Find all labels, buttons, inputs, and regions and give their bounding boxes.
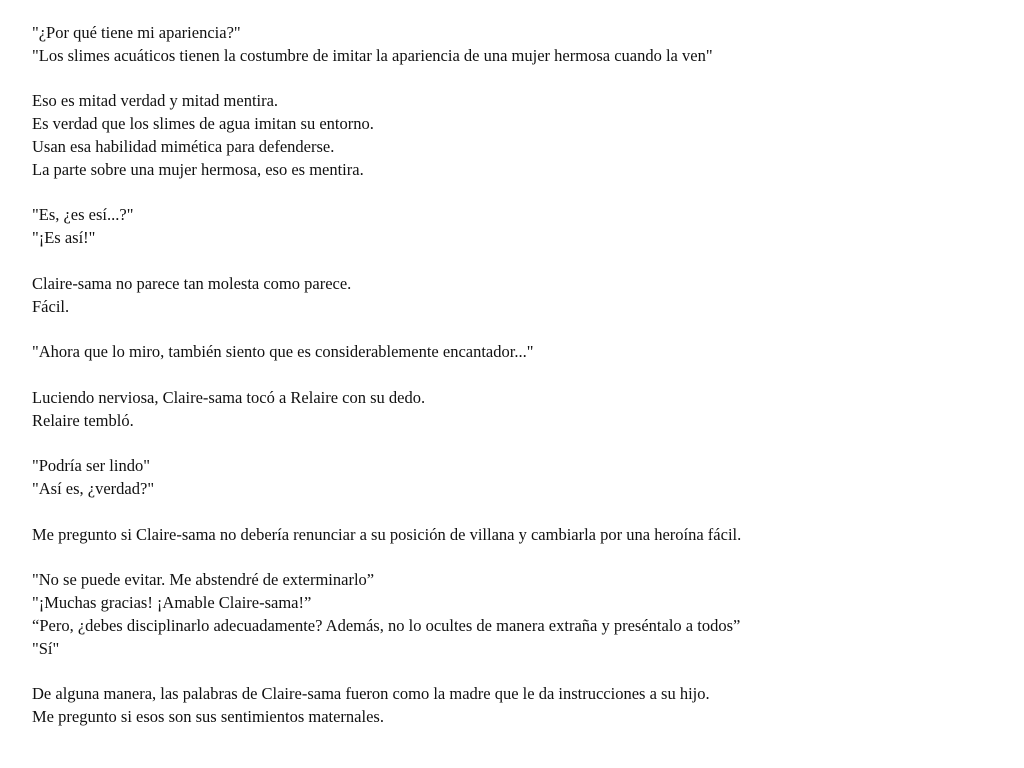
text-line: "Ahora que lo miro, también siento que es considerablemente encantador..." xyxy=(32,342,534,362)
text-line: Me pregunto si esos son sus sentimientos maternales. xyxy=(32,706,384,726)
text-line: "¡Muchas gracias! ¡Amable Claire-sama!” xyxy=(32,592,312,612)
text-line: "Es, ¿es esí...?" xyxy=(32,205,134,225)
text-line: "Así es, ¿verdad?" xyxy=(32,478,155,498)
text-line: Usan esa habilidad mimética para defenderse. xyxy=(32,136,335,156)
text-line: "¿Por qué tiene mi apariencia?" xyxy=(32,23,241,42)
paragraph-gap xyxy=(32,432,1012,455)
text-line: Claire-sama no parece tan molesta como parece. xyxy=(32,273,352,293)
paragraph-gap xyxy=(32,68,1012,91)
paragraph-gap xyxy=(32,318,1012,341)
text-line: Es verdad que los slimes de agua imitan su entorno. xyxy=(32,114,374,134)
paragraph-gap xyxy=(32,546,1012,569)
paragraph-gap xyxy=(32,660,1012,683)
text-line: Luciendo nerviosa, Claire-sama tocó a Relaire con su dedo. xyxy=(32,387,426,407)
document-body xyxy=(32,22,1012,729)
paragraph-gap xyxy=(32,364,1012,387)
text-line: Relaire tembló. xyxy=(32,410,134,430)
paragraph-gap xyxy=(32,501,1012,524)
text-line: “Pero, ¿debes disciplinarlo adecuadamente? Además, no lo ocultes de manera extraña y preséntalo a todos” xyxy=(32,615,741,635)
text-line: "No se puede evitar. Me abstendré de exterminarlo” xyxy=(32,570,375,590)
text-line: La parte sobre una mujer hermosa, eso es mentira. xyxy=(32,159,364,179)
text-line: Eso es mitad verdad y mitad mentira. xyxy=(32,91,279,111)
text-line: "Sí" xyxy=(32,638,60,658)
paragraph-gap xyxy=(32,250,1012,273)
text-line: Me pregunto si Claire-sama no debería renunciar a su posición de villana y cambiarla por una heroína fácil. xyxy=(32,524,742,544)
text-line: "Los slimes acuáticos tienen la costumbre de imitar la apariencia de una mujer hermosa cuando la ven" xyxy=(32,45,713,65)
text-line: "Podría ser lindo" xyxy=(32,456,150,476)
text-line: De alguna manera, las palabras de Claire-sama fueron como la madre que le da instrucciones a su hijo. xyxy=(32,684,710,704)
text-line: "¡Es así!" xyxy=(32,228,96,248)
paragraph-gap xyxy=(32,182,1012,205)
text-line: Fácil. xyxy=(32,296,70,316)
